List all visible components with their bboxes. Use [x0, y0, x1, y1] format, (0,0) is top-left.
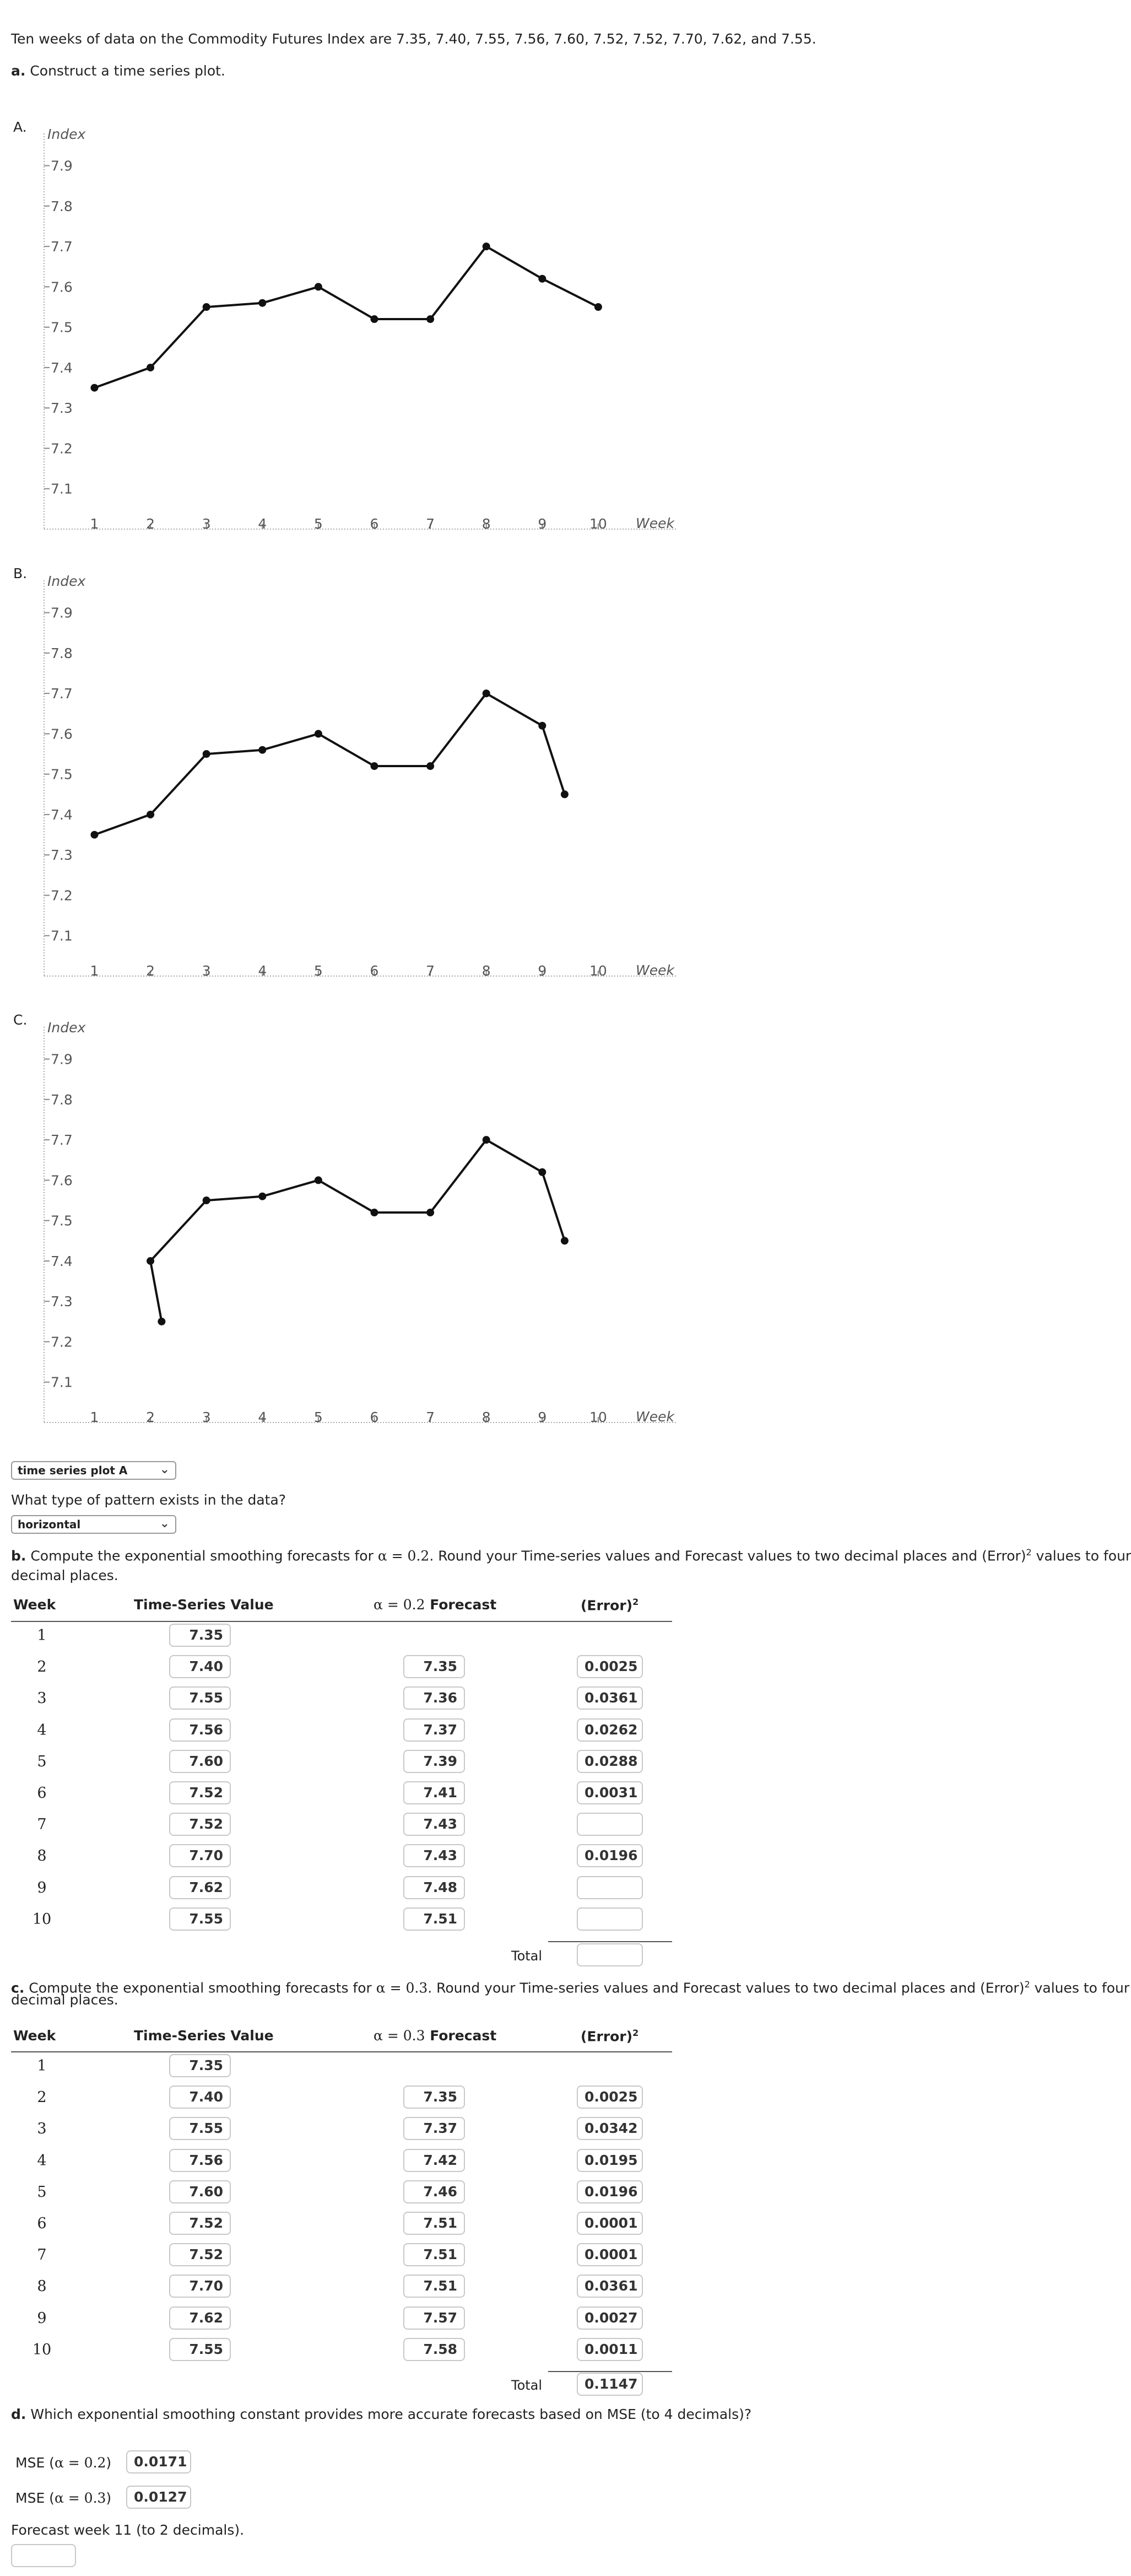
forecast-input[interactable]: 7.43 — [403, 1813, 465, 1836]
data-point — [538, 275, 546, 283]
x-tick-label: 4 — [258, 1409, 267, 1425]
x-tick-label: 5 — [313, 1409, 323, 1425]
time-series-value-input[interactable]: 7.62 — [169, 2306, 231, 2330]
x-tick-label: 5 — [313, 963, 323, 979]
time-series-plot-b[interactable] — [33, 569, 694, 988]
b-header-ts: Time-Series Value — [134, 1597, 274, 1613]
y-tick-label: 7.3 — [51, 847, 73, 864]
time-series-plot-c[interactable] — [33, 1016, 694, 1435]
forecast-input[interactable]: 7.37 — [403, 1718, 465, 1742]
x-axis-label: Week — [636, 1409, 674, 1425]
y-tick-label: 7.9 — [51, 158, 73, 174]
data-point — [483, 689, 490, 697]
error-squared-input[interactable]: 0.0196 — [577, 1844, 643, 1867]
part-c-prompt-line2: decimal places. — [11, 1992, 118, 2008]
week-number: 10 — [32, 1911, 52, 1928]
forecast-input[interactable]: 7.43 — [403, 1844, 465, 1867]
week-number: 3 — [37, 1690, 47, 1707]
plot-option-a-label: A. — [13, 119, 27, 135]
x-tick-label: 1 — [90, 1409, 99, 1425]
plot-choice-value: time series plot A — [18, 1464, 128, 1477]
b-total-input[interactable] — [577, 1943, 643, 1966]
error-squared-input[interactable] — [577, 1813, 643, 1836]
y-tick-label: 7.8 — [51, 645, 73, 661]
part-c-prompt: c. Compute the exponential smoothing forecasts for α = 0.3. Round your Time-series values and Forecast values to two decimal places and (Error)$^2$ values to four — [11, 1979, 1130, 1996]
y-tick-label: 7.8 — [51, 1091, 73, 1108]
week-number: 4 — [37, 1722, 47, 1739]
time-series-value-input[interactable]: 7.52 — [169, 1781, 231, 1804]
forecast-input[interactable]: 7.35 — [403, 2085, 465, 2109]
chevron-down-icon: ⌄ — [159, 1463, 170, 1476]
c-header-week: Week — [13, 2028, 56, 2044]
x-tick-label: 6 — [370, 516, 379, 532]
y-tick-label: 7.3 — [51, 1294, 73, 1310]
forecast-week-11-input[interactable] — [11, 2544, 76, 2567]
x-axis-label: Week — [636, 515, 674, 531]
y-tick-label: 7.6 — [51, 279, 73, 295]
time-series-value-input[interactable]: 7.62 — [169, 1876, 231, 1899]
y-axis-label: Index — [47, 573, 86, 589]
error-squared-input[interactable]: 0.0031 — [577, 1781, 643, 1804]
data-point — [370, 762, 378, 770]
time-series-value-input[interactable]: 7.40 — [169, 2085, 231, 2109]
x-tick-label: 2 — [146, 963, 155, 979]
x-tick-label: 3 — [202, 963, 211, 979]
x-tick-label: 5 — [313, 516, 323, 532]
data-point — [483, 242, 490, 250]
forecast-input[interactable]: 7.39 — [403, 1750, 465, 1773]
time-series-value-input[interactable]: 7.70 — [169, 2275, 231, 2298]
forecast-input[interactable]: 7.48 — [403, 1876, 465, 1899]
time-series-plot-a[interactable] — [33, 122, 694, 541]
plot-svg — [33, 1016, 694, 1435]
time-series-value-input[interactable]: 7.55 — [169, 1686, 231, 1710]
x-tick-label: 8 — [481, 963, 491, 979]
time-series-value-input[interactable]: 7.40 — [169, 1655, 231, 1678]
error-squared-input[interactable]: 0.0011 — [577, 2338, 643, 2361]
y-tick-label: 7.1 — [51, 1374, 73, 1391]
week-number: 9 — [37, 2310, 47, 2327]
week-number: 4 — [37, 2152, 47, 2169]
error-squared-input[interactable]: 0.0001 — [577, 2212, 643, 2235]
y-tick-label: 7.5 — [51, 1212, 73, 1229]
week-number: 2 — [37, 2089, 47, 2106]
c-total-input[interactable]: 0.1147 — [577, 2373, 643, 2396]
plot-svg — [33, 122, 694, 541]
week-number: 9 — [37, 1879, 47, 1896]
plot-choice-select[interactable] — [11, 1461, 176, 1480]
forecast-week-11-label: Forecast week 11 (to 2 decimals). — [11, 2522, 245, 2538]
y-tick-label: 7.7 — [51, 239, 73, 255]
c-header-error: (Error)$^2$ — [581, 2028, 639, 2045]
x-tick-label: 4 — [258, 516, 267, 532]
error-squared-input[interactable] — [577, 1876, 643, 1899]
mse-alpha-02-input[interactable]: 0.0171 — [126, 2450, 191, 2473]
x-tick-label: 9 — [538, 1409, 547, 1425]
c-header-forecast: α = 0.3 Forecast — [374, 2028, 497, 2044]
series-line — [150, 1140, 565, 1322]
y-tick-label: 7.4 — [51, 1253, 73, 1269]
time-series-value-input[interactable]: 7.55 — [169, 1907, 231, 1931]
c-header-ts: Time-Series Value — [134, 2028, 274, 2044]
x-tick-label: 1 — [90, 516, 99, 532]
week-number: 6 — [37, 1785, 47, 1802]
data-point — [561, 1237, 569, 1244]
data-point — [258, 1193, 266, 1200]
week-number: 7 — [37, 1816, 47, 1833]
week-number: 2 — [37, 1658, 47, 1675]
x-tick-label: 10 — [589, 516, 607, 532]
time-series-value-input[interactable]: 7.52 — [169, 1813, 231, 1836]
x-tick-label: 4 — [258, 963, 267, 979]
week-number: 8 — [37, 2278, 47, 2295]
x-tick-label: 6 — [370, 963, 379, 979]
pattern-value: horizontal — [18, 1518, 81, 1531]
error-squared-input[interactable]: 0.0361 — [577, 1686, 643, 1710]
y-tick-label: 7.9 — [51, 605, 73, 621]
forecast-input[interactable]: 7.51 — [403, 2275, 465, 2298]
data-point — [315, 730, 322, 737]
data-point — [90, 831, 98, 839]
data-point — [426, 762, 434, 770]
error-squared-input[interactable]: 0.0025 — [577, 2085, 643, 2109]
forecast-input[interactable]: 7.58 — [403, 2338, 465, 2361]
b-total-divider — [548, 1941, 672, 1942]
y-tick-label: 7.2 — [51, 1334, 73, 1350]
x-tick-label: 1 — [90, 963, 99, 979]
error-squared-input[interactable]: 0.0361 — [577, 2275, 643, 2298]
forecast-input[interactable]: 7.41 — [403, 1781, 465, 1804]
data-point — [315, 1176, 322, 1184]
x-tick-label: 8 — [481, 516, 491, 532]
x-tick-label: 9 — [538, 963, 547, 979]
week-number: 3 — [37, 2120, 47, 2137]
x-tick-label: 7 — [426, 1409, 435, 1425]
forecast-input[interactable]: 7.36 — [403, 1686, 465, 1710]
c-total-divider — [548, 2371, 672, 2372]
y-tick-label: 7.5 — [51, 766, 73, 783]
y-tick-label: 7.1 — [51, 481, 73, 497]
forecast-input[interactable]: 7.46 — [403, 2180, 465, 2203]
forecast-input[interactable]: 7.57 — [403, 2306, 465, 2330]
error-squared-input[interactable]: 0.0288 — [577, 1750, 643, 1773]
data-point — [561, 790, 569, 798]
x-tick-label: 10 — [589, 963, 607, 979]
week-number: 5 — [37, 1753, 47, 1770]
x-tick-label: 7 — [426, 963, 435, 979]
plot-axes — [44, 573, 677, 979]
data-point — [426, 315, 434, 323]
intro-text: Ten weeks of data on the Commodity Futures Index are 7.35, 7.40, 7.55, 7.56, 7.60, 7.52, 7.52, 7.70, 7.62, and 7.55. — [11, 31, 816, 47]
mse-alpha-02-label: MSE (α = 0.2) — [15, 2455, 112, 2471]
forecast-input[interactable]: 7.37 — [403, 2117, 465, 2140]
time-series-value-input[interactable]: 7.52 — [169, 2243, 231, 2266]
b-header-error: (Error)$^2$ — [581, 1597, 639, 1614]
time-series-value-input[interactable]: 7.56 — [169, 2149, 231, 2172]
data-point — [426, 1209, 434, 1216]
part-d-prompt: d. Which exponential smoothing constant provides more accurate forecasts based on MSE (to 4 decimals)? — [11, 2406, 752, 2422]
error-squared-input[interactable]: 0.0196 — [577, 2180, 643, 2203]
data-point — [90, 384, 98, 392]
y-tick-label: 7.1 — [51, 928, 73, 944]
forecast-input[interactable]: 7.42 — [403, 2149, 465, 2172]
pattern-select[interactable] — [11, 1515, 176, 1534]
x-tick-label: 2 — [146, 516, 155, 532]
week-number: 1 — [37, 1627, 47, 1644]
week-number: 7 — [37, 2246, 47, 2264]
y-tick-label: 7.6 — [51, 726, 73, 742]
data-point — [147, 364, 154, 371]
y-tick-label: 7.2 — [51, 440, 73, 457]
forecast-input[interactable]: 7.51 — [403, 2243, 465, 2266]
error-squared-input[interactable]: 0.0195 — [577, 2149, 643, 2172]
b-total-label: Total — [511, 1948, 543, 1964]
plot-option-b-label: B. — [13, 565, 28, 581]
pattern-question: What type of pattern exists in the data? — [11, 1492, 286, 1508]
b-header-forecast: α = 0.2 Forecast — [374, 1597, 497, 1613]
y-axis-label: Index — [47, 1020, 86, 1036]
data-point — [258, 299, 266, 307]
x-tick-label: 9 — [538, 516, 547, 532]
error-squared-input[interactable]: 0.0342 — [577, 2117, 643, 2140]
data-point — [203, 1197, 210, 1204]
c-total-label: Total — [511, 2378, 543, 2393]
error-squared-input[interactable] — [577, 1907, 643, 1931]
chevron-down-icon: ⌄ — [159, 1517, 170, 1530]
x-tick-label: 3 — [202, 516, 211, 532]
time-series-value-input[interactable]: 7.35 — [169, 2054, 231, 2077]
y-tick-label: 7.4 — [51, 806, 73, 823]
time-series-value-input[interactable]: 7.55 — [169, 2117, 231, 2140]
y-tick-label: 7.8 — [51, 198, 73, 214]
mse-alpha-03-input[interactable]: 0.0127 — [126, 2486, 191, 2509]
time-series-value-input[interactable]: 7.35 — [169, 1624, 231, 1647]
y-tick-label: 7.2 — [51, 887, 73, 904]
data-point — [594, 303, 602, 311]
data-point — [370, 1209, 378, 1216]
time-series-value-input[interactable]: 7.52 — [169, 2212, 231, 2235]
part-b-prompt: b. Compute the exponential smoothing forecasts for α = 0.2. Round your Time-series values and Forecast values to two decimal places and (Error)$^2$ values to four — [11, 1547, 1131, 1564]
data-point — [315, 283, 322, 290]
part-b-prompt-line2: decimal places. — [11, 1567, 118, 1583]
part-a-prompt: a. Construct a time series plot. — [11, 63, 225, 79]
plot-svg — [33, 569, 694, 988]
error-squared-input[interactable]: 0.0027 — [577, 2306, 643, 2330]
y-tick-label: 7.7 — [51, 686, 73, 702]
y-tick-label: 7.4 — [51, 359, 73, 376]
series-line — [94, 693, 565, 834]
data-point — [147, 1257, 154, 1265]
y-tick-label: 7.9 — [51, 1051, 73, 1068]
series-line — [94, 246, 598, 387]
y-tick-label: 7.3 — [51, 400, 73, 417]
y-tick-label: 7.7 — [51, 1132, 73, 1149]
x-tick-label: 8 — [481, 1409, 491, 1425]
data-point — [147, 811, 154, 818]
time-series-value-input[interactable]: 7.70 — [169, 1844, 231, 1867]
mse-alpha-03-label: MSE (α = 0.3) — [15, 2490, 112, 2506]
data-point — [203, 750, 210, 758]
week-number: 6 — [37, 2215, 47, 2232]
x-tick-label: 2 — [146, 1409, 155, 1425]
time-series-value-input[interactable]: 7.60 — [169, 2180, 231, 2203]
week-number: 8 — [37, 1847, 47, 1864]
x-tick-label: 6 — [370, 1409, 379, 1425]
time-series-value-input[interactable]: 7.55 — [169, 2338, 231, 2361]
week-number: 10 — [32, 2341, 52, 2358]
x-tick-label: 3 — [202, 1409, 211, 1425]
error-squared-input[interactable]: 0.0001 — [577, 2243, 643, 2266]
x-axis-label: Week — [636, 962, 674, 978]
data-point — [158, 1318, 165, 1325]
plot-option-c-label: C. — [13, 1012, 28, 1028]
time-series-value-input[interactable]: 7.60 — [169, 1750, 231, 1773]
week-number: 5 — [37, 2184, 47, 2201]
data-point — [258, 746, 266, 754]
b-header-week: Week — [13, 1597, 56, 1613]
error-squared-input[interactable]: 0.0025 — [577, 1655, 643, 1678]
data-point — [203, 303, 210, 311]
c-header-divider — [11, 2051, 672, 2052]
data-point — [370, 315, 378, 323]
week-number: 1 — [37, 2057, 47, 2074]
y-axis-label: Index — [47, 126, 86, 142]
x-tick-label: 10 — [589, 1409, 607, 1425]
data-point — [538, 722, 546, 730]
y-tick-label: 7.6 — [51, 1172, 73, 1189]
y-tick-label: 7.5 — [51, 319, 73, 336]
data-point — [483, 1136, 490, 1144]
forecast-input[interactable]: 7.35 — [403, 1655, 465, 1678]
forecast-input[interactable]: 7.51 — [403, 1907, 465, 1931]
error-squared-input[interactable]: 0.0262 — [577, 1718, 643, 1742]
x-tick-label: 7 — [426, 516, 435, 532]
plot-axes — [44, 126, 677, 532]
data-point — [538, 1168, 546, 1176]
forecast-input[interactable]: 7.51 — [403, 2212, 465, 2235]
b-header-divider — [11, 1621, 672, 1622]
plot-axes — [44, 1020, 677, 1425]
time-series-value-input[interactable]: 7.56 — [169, 1718, 231, 1742]
